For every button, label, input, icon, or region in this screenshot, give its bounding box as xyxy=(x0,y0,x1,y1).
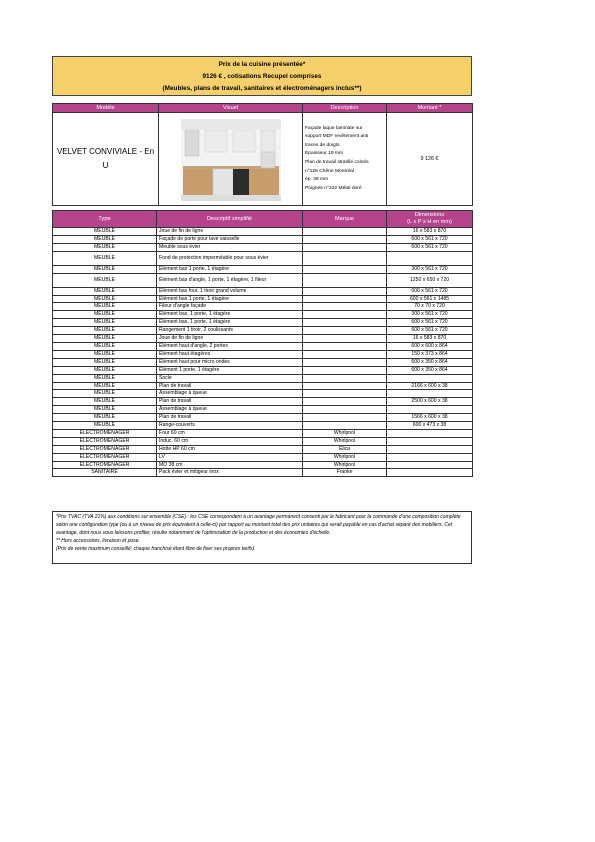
item-brand xyxy=(303,319,387,327)
col-brand: Marque xyxy=(303,211,387,228)
item-description: Élément bas, 1 porte, 1 étagère xyxy=(157,311,303,319)
item-dimensions xyxy=(387,406,473,414)
item-dimensions: 600 x 473 x 38 xyxy=(387,422,473,430)
desc-line: Épaisseur 19 mm xyxy=(305,151,344,157)
col-type: Type xyxy=(53,211,157,228)
item-brand xyxy=(303,350,387,358)
item-brand xyxy=(303,273,387,287)
item-dimensions: 150 x 373 x 864 xyxy=(387,350,473,358)
footnote-excluded: ** Hors accessoires, livraison et pose. xyxy=(56,538,140,544)
item-dimensions xyxy=(387,437,473,445)
desc-line: traces de doigts xyxy=(305,142,340,148)
item-description: Élément bas, 1 porte, 1 étagère xyxy=(157,319,303,327)
table-row xyxy=(53,374,473,382)
table-row xyxy=(53,382,473,390)
item-type: ELECTROMENAGER xyxy=(53,429,157,437)
col-visual: Visuel xyxy=(159,104,303,113)
item-description: Façade de porte pour lave vaisselle xyxy=(157,235,303,243)
item-description: Joue de fin de ligne xyxy=(157,335,303,343)
table-row xyxy=(53,366,473,374)
item-type: ELECTROMENAGER xyxy=(53,461,157,469)
table-row xyxy=(53,342,473,350)
item-dimensions: 600 x 350 x 864 xyxy=(387,366,473,374)
table-row xyxy=(53,228,473,236)
model-description xyxy=(303,113,387,206)
item-description: Fond de protection imperméable pour sous évier xyxy=(157,251,303,265)
item-brand xyxy=(303,287,387,295)
item-brand xyxy=(303,406,387,414)
table-row xyxy=(53,243,473,251)
item-brand: Whirlpool xyxy=(303,429,387,437)
item-dimensions: 70 x 70 x 720 xyxy=(387,303,473,311)
item-brand: Whirlpool xyxy=(303,453,387,461)
footnote-price-conditions: *Prix TVAC (TVA 21%) aux conditions sur ensemble (CSE) : les CSE correspondent à un avantage permanent consenti par le fabricant pour la commande d'une composition complète selon une configuration type (ou à un niveau de prix équivalent à celle-ci) par rapport au montant total des prix unitaires qui serait payable en cas d'achat séparé des mobiliers. Cet avantage, dont nous vous laissons profiter, résulte notamment de l'optimisation de la production et des économies d'échelle. xyxy=(56,514,461,536)
item-type: MEUBLE xyxy=(53,342,157,350)
item-type: MEUBLE xyxy=(53,406,157,414)
item-type: MEUBLE xyxy=(53,366,157,374)
item-description: Joue de fin de ligne xyxy=(157,228,303,236)
table-row xyxy=(53,303,473,311)
item-dimensions: 600 x 561 x 1485 xyxy=(387,295,473,303)
item-brand: Franke xyxy=(303,469,387,477)
item-dimensions: 600 x 600 x 864 xyxy=(387,342,473,350)
item-type: MEUBLE xyxy=(53,398,157,406)
item-brand xyxy=(303,335,387,343)
table-row xyxy=(53,335,473,343)
kitchen-render-image xyxy=(161,114,301,204)
item-type: MEUBLE xyxy=(53,422,157,430)
price-header-scope: (Meubles, plans de travail, sanitaires et électroménagers inclus**) xyxy=(162,85,362,92)
table-row xyxy=(53,287,473,295)
model-name: VELVET CONVIVIALE - En U xyxy=(53,113,159,206)
item-dimensions: 1250 x 650 x 720 xyxy=(387,273,473,287)
item-type: MEUBLE xyxy=(53,350,157,358)
desc-line: support MDF revêtement anti xyxy=(305,134,369,140)
item-description: Élément bas 1 porte, 1 étagère xyxy=(157,295,303,303)
item-brand xyxy=(303,398,387,406)
item-type: ELECTROMENAGER xyxy=(53,453,157,461)
item-brand xyxy=(303,366,387,374)
table-row xyxy=(53,437,473,445)
item-dimensions xyxy=(387,445,473,453)
item-brand: Elica xyxy=(303,445,387,453)
item-type: MEUBLE xyxy=(53,311,157,319)
table-row xyxy=(53,251,473,265)
item-description: Élément haut pour micro ondes xyxy=(157,358,303,366)
item-description: Hotte HP 60 cm xyxy=(157,445,303,453)
table-row xyxy=(53,235,473,243)
item-description: Induc. 60 cm xyxy=(157,437,303,445)
kitchen-visual xyxy=(159,113,303,206)
model-amount: 9 126 € xyxy=(387,113,473,206)
item-description: Élément bas d'angle, 1 porte, 1 étagère, 1 fileur xyxy=(157,273,303,287)
item-brand: Whirlpool xyxy=(303,461,387,469)
item-description: Fileur d'angle façade xyxy=(157,303,303,311)
table-row xyxy=(53,273,473,287)
table-row xyxy=(53,398,473,406)
table-row xyxy=(53,414,473,422)
item-brand xyxy=(303,422,387,430)
item-description: LV xyxy=(157,453,303,461)
table-row xyxy=(53,469,473,477)
item-description: Élément haut étagères xyxy=(157,350,303,358)
item-dimensions: 600 x 561 x 720 xyxy=(387,243,473,251)
footnotes xyxy=(52,511,472,564)
summary-table xyxy=(52,103,473,206)
item-description: Pack évier et mitigeur inox xyxy=(157,469,303,477)
table-row xyxy=(53,445,473,453)
item-brand xyxy=(303,235,387,243)
item-type: MEUBLE xyxy=(53,414,157,422)
item-brand xyxy=(303,251,387,265)
item-dimensions: 16 x 583 x 870 xyxy=(387,335,473,343)
item-dimensions: 600 x 561 x 720 xyxy=(387,327,473,335)
item-type: MEUBLE xyxy=(53,273,157,287)
item-type: ELECTROMENAGER xyxy=(53,445,157,453)
item-dimensions: 300 x 561 x 720 xyxy=(387,265,473,273)
price-header-amount: 9126 € , cotisations Recupel comprises xyxy=(202,73,322,80)
items-body xyxy=(53,228,473,477)
item-type: MEUBLE xyxy=(53,382,157,390)
table-row xyxy=(53,461,473,469)
table-row xyxy=(53,429,473,437)
item-type: MEUBLE xyxy=(53,243,157,251)
table-row xyxy=(53,327,473,335)
item-dimensions xyxy=(387,453,473,461)
item-brand xyxy=(303,228,387,236)
desc-line: n°126 Chêne Montréal xyxy=(305,168,354,174)
item-description: MO 38 cm xyxy=(157,461,303,469)
item-type: MEUBLE xyxy=(53,235,157,243)
item-brand xyxy=(303,327,387,335)
item-type: SANITAIRE xyxy=(53,469,157,477)
col-dimensions-label: Dimensions (L x P x H en mm) xyxy=(407,212,452,225)
item-dimensions xyxy=(387,390,473,398)
table-row xyxy=(53,319,473,327)
item-dimensions: 2166 x 600 x 38 xyxy=(387,382,473,390)
item-dimensions xyxy=(387,374,473,382)
desc-line: Plan de travail stratifié coloris xyxy=(305,160,369,165)
col-simplified-description: Descriptif simplifié xyxy=(157,211,303,228)
desc-line: Façade laque laminate sur xyxy=(305,125,363,131)
item-brand xyxy=(303,243,387,251)
item-description: Plan de travail xyxy=(157,398,303,406)
col-amount: Montant * xyxy=(387,104,473,113)
item-description: Plan de travail xyxy=(157,382,303,390)
item-description: Rangement 1 tiroir, 2 coulissants xyxy=(157,327,303,335)
item-dimensions: 300 x 561 x 720 xyxy=(387,311,473,319)
item-brand xyxy=(303,311,387,319)
item-description: Assemblage à queue xyxy=(157,406,303,414)
desc-line: ép. 38 mm xyxy=(305,177,329,183)
item-dimensions xyxy=(387,429,473,437)
item-description: Meuble sous évier xyxy=(157,243,303,251)
item-dimensions: 600 x 561 x 720 xyxy=(387,319,473,327)
item-description: Socle xyxy=(157,374,303,382)
item-type: MEUBLE xyxy=(53,358,157,366)
col-description: Description xyxy=(303,104,387,113)
item-type: MEUBLE xyxy=(53,374,157,382)
item-dimensions: 1566 x 600 x 38 xyxy=(387,414,473,422)
item-dimensions: 600 x 350 x 864 xyxy=(387,358,473,366)
item-type: MEUBLE xyxy=(53,319,157,327)
table-row xyxy=(53,311,473,319)
footnote-max-price: (Prix de vente maximum conseillé; chaque franchisé étant libre de fixer ses propres tarifs) xyxy=(56,546,255,552)
item-brand xyxy=(303,265,387,273)
item-dimensions: 600 x 561 x 720 xyxy=(387,287,473,295)
item-description: Assemblage à queue xyxy=(157,390,303,398)
item-type: MEUBLE xyxy=(53,287,157,295)
item-brand xyxy=(303,295,387,303)
item-brand xyxy=(303,374,387,382)
item-description: Range-couverts xyxy=(157,422,303,430)
item-dimensions xyxy=(387,251,473,265)
table-row xyxy=(53,422,473,430)
item-dimensions: 2500 x 600 x 38 xyxy=(387,398,473,406)
item-description: Élément haut d'angle, 2 portes xyxy=(157,342,303,350)
desc-line: Poignée n°222 Métal doré xyxy=(305,185,362,191)
price-header-title: Prix de la cuisine présentée* xyxy=(218,61,306,68)
item-brand: Whirlpool xyxy=(303,437,387,445)
item-brand xyxy=(303,390,387,398)
item-type: ELECTROMENAGER xyxy=(53,437,157,445)
item-brand xyxy=(303,382,387,390)
table-row xyxy=(53,406,473,414)
item-type: MEUBLE xyxy=(53,265,157,273)
table-row xyxy=(53,453,473,461)
table-row xyxy=(53,358,473,366)
item-description: Élément bas four, 1 tiroir grand volume xyxy=(157,287,303,295)
item-type: MEUBLE xyxy=(53,335,157,343)
item-type: MEUBLE xyxy=(53,251,157,265)
item-type: MEUBLE xyxy=(53,303,157,311)
item-type: MEUBLE xyxy=(53,295,157,303)
item-dimensions: 600 x 561 x 720 xyxy=(387,235,473,243)
table-row xyxy=(53,390,473,398)
item-dimensions: 16 x 583 x 870 xyxy=(387,228,473,236)
table-row xyxy=(53,295,473,303)
col-dimensions xyxy=(387,211,473,228)
item-brand xyxy=(303,414,387,422)
item-dimensions xyxy=(387,461,473,469)
item-description: Élément bas 1 porte, 1 étagère xyxy=(157,265,303,273)
table-row xyxy=(53,265,473,273)
table-row xyxy=(53,350,473,358)
item-type: MEUBLE xyxy=(53,390,157,398)
item-type: MEUBLE xyxy=(53,327,157,335)
item-description: Plan de travail xyxy=(157,414,303,422)
col-model: Modèle xyxy=(53,104,159,113)
items-table xyxy=(52,210,473,477)
item-description: Four 60 cm xyxy=(157,429,303,437)
item-description: Élément 1 porte, 1 étagère xyxy=(157,366,303,374)
price-header xyxy=(52,56,472,96)
item-brand xyxy=(303,358,387,366)
item-dimensions xyxy=(387,469,473,477)
item-type: MEUBLE xyxy=(53,228,157,236)
item-brand xyxy=(303,342,387,350)
item-brand xyxy=(303,303,387,311)
